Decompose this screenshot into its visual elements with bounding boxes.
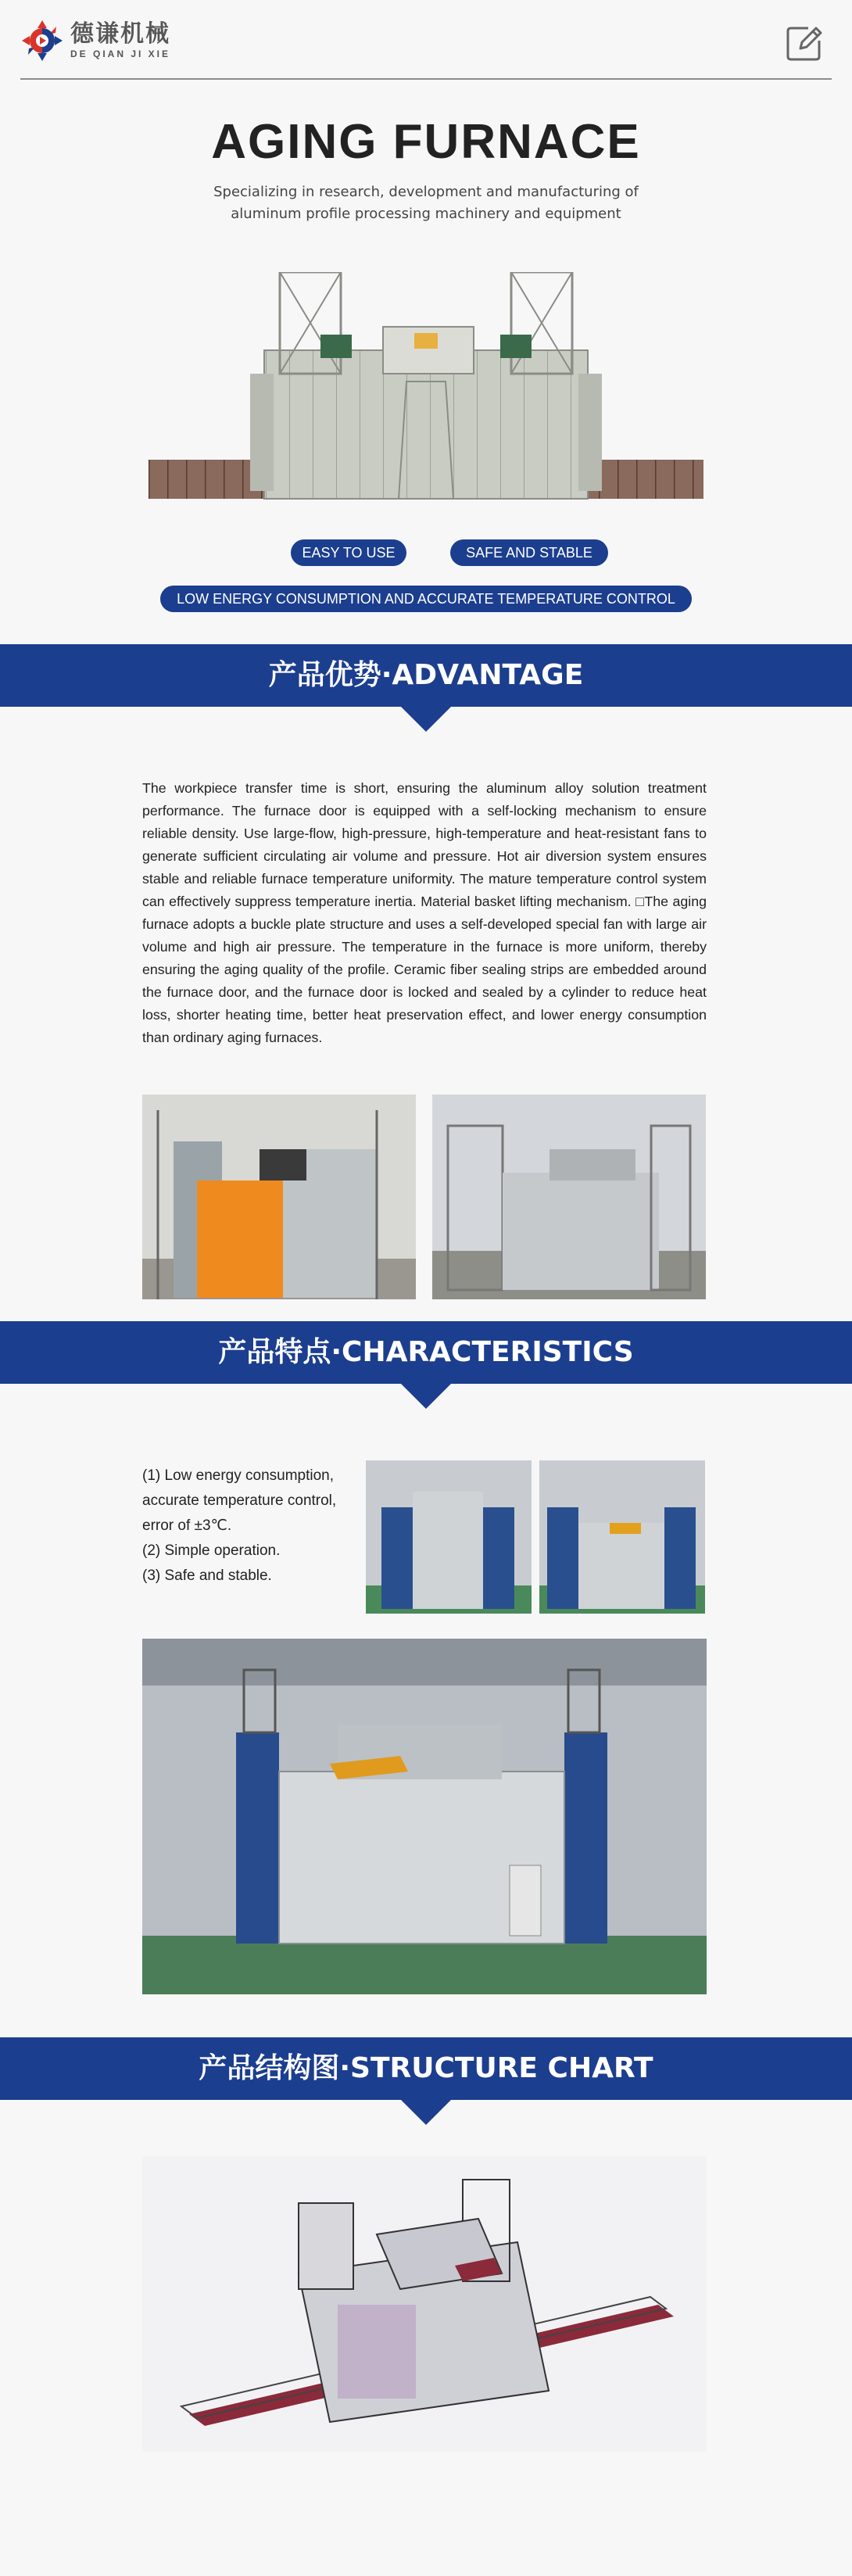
characteristics-list [142,1464,355,1589]
section-header-structure [0,2037,852,2100]
section-header-characteristics [0,1321,852,1384]
down-arrow-icon [399,705,453,732]
furnace-photo-grey [432,1095,706,1299]
header-divider [20,78,832,80]
brand-name-en: DE QIAN JI XIE [70,48,171,59]
page-subtitle: Specializing in research, development and manufacturing of aluminum profile processing machinery and equipment [213,184,639,222]
down-arrow-icon [399,1382,453,1409]
brand-text [70,21,170,60]
down-arrow-icon [399,2098,453,2125]
tag-low-energy: LOW ENERGY CONSUMPTION AND ACCURATE TEMPERATURE CONTROL [160,586,692,612]
section-title-advantage: 产品优势·ADVANTAGE [268,659,584,691]
furnace-photo-blue-left [366,1460,532,1614]
advantage-description: The workpiece transfer time is short, ensuring the aluminum alloy solution treatment performance. The furnace door is equipped with a self-locking mechanism to ensure reliable density. Use large-flow, high-pressure, high-temperature and heat-resistant fans to generate sufficient circulating air volume and pressure. Hot air diversion system ensures stable and reliable furnace temperature uniformity. The mature temperature control system can effectively suppress temperature inertia. Material basket lifting mechanism. □The aging furnace adopts a buckle plate structure and uses a self-developed special fan with large air volume and high air pressure. The temperature in the furnace is more uniform, thereby ensuring the aging quality of the profile. Ceramic fiber sealing strips are embedded around the furnace door, and the furnace door is locked and sealed by a cylinder to reduce heat loss, shorter heating time, better heat preservation effect, and lower energy consumption than ordinary aging furnaces. [142,780,707,1045]
brand-name-cn: 德谦机械 [70,20,170,48]
furnace-photo-orange [142,1095,416,1299]
list-item: (3) Safe and stable. [142,1567,272,1584]
structure-chart-image [142,2156,707,2452]
list-item: (1) Low energy consumption, accurate temperature control, error of ±3℃. [142,1467,337,1534]
edit-icon[interactable] [785,23,824,63]
section-title-structure: 产品结构图·STRUCTURE CHART [199,2052,653,2084]
gear-logo-icon [20,19,64,63]
furnace-photo-large [142,1639,707,1994]
furnace-hero-image [149,272,703,503]
section-header-advantage [0,644,852,707]
page-header [0,0,852,80]
brand-logo[interactable] [20,19,170,63]
list-item: (2) Simple operation. [142,1542,281,1559]
furnace-photo-blue-right [539,1460,705,1614]
section-title-characteristics: 产品特点·CHARACTERISTICS [218,1336,634,1368]
page-title: AGING FURNACE [211,115,641,169]
tag-easy-to-use: EASY TO USE [291,539,406,566]
tag-safe-and-stable: SAFE AND STABLE [450,539,608,566]
